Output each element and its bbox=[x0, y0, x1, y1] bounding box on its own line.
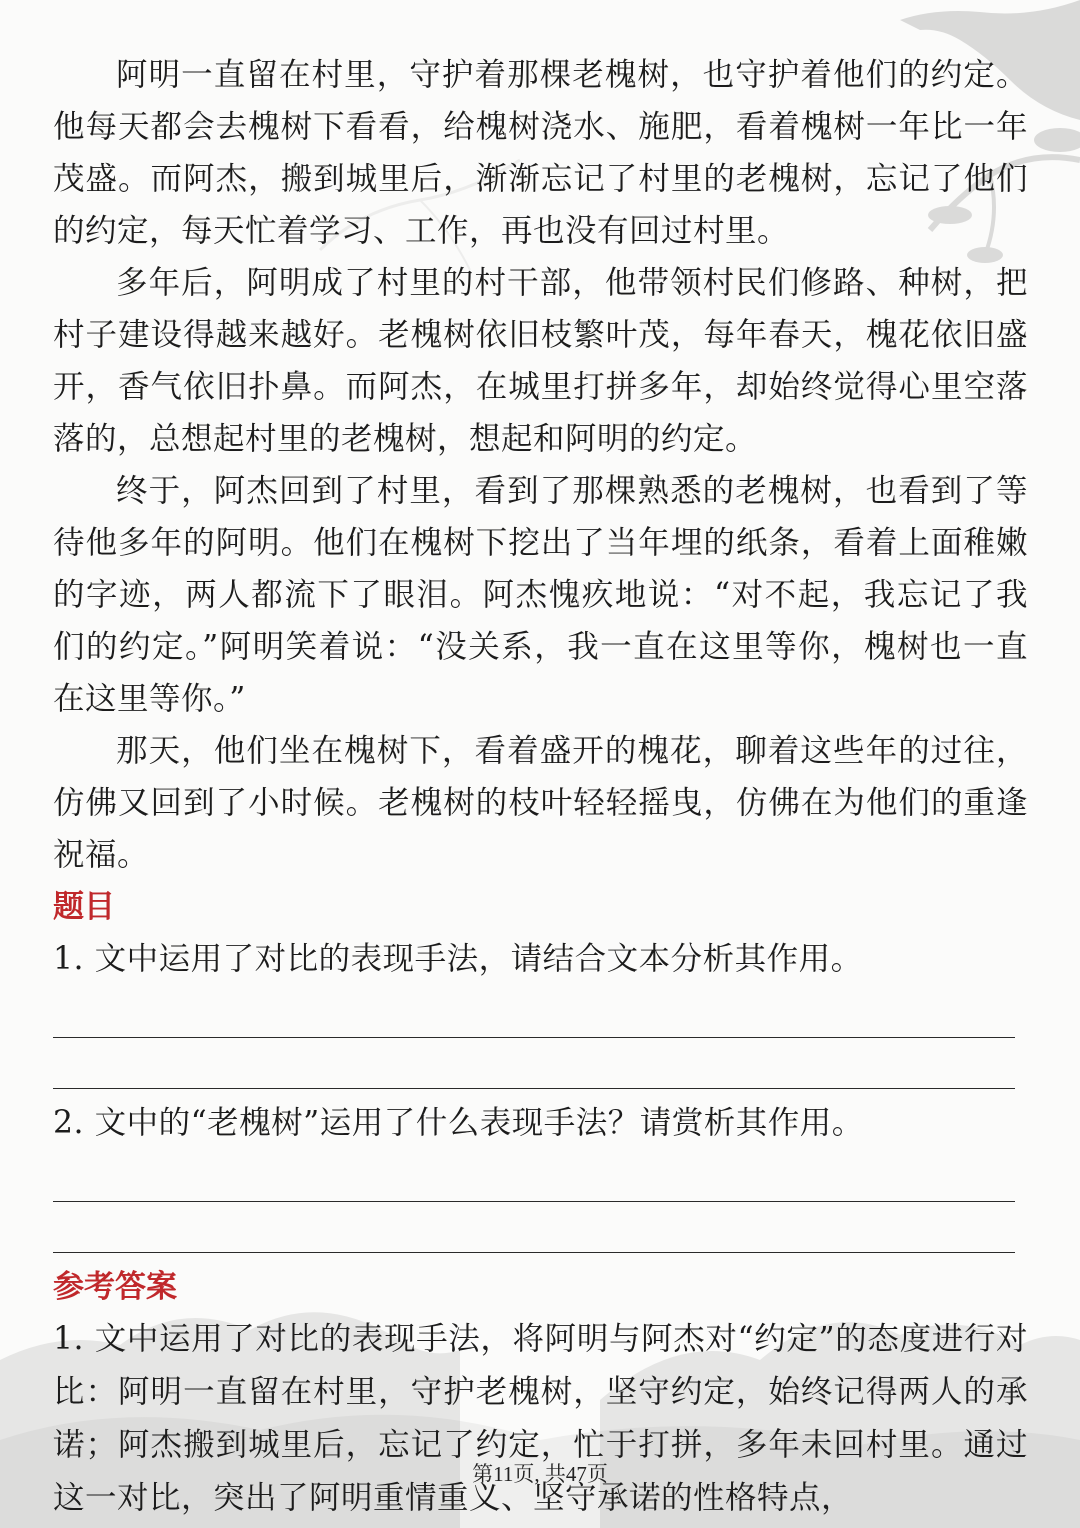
page-number: 第11页, 共47页 bbox=[472, 1462, 608, 1486]
main-content bbox=[53, 49, 1028, 1525]
answer-line bbox=[53, 987, 1015, 1038]
question-1: 1. 文中运用了对比的表现手法，请结合文本分析其作用。 bbox=[53, 941, 863, 977]
answers-heading: 参考答案 bbox=[53, 1269, 177, 1305]
questions-heading: 题目 bbox=[53, 889, 115, 925]
answer-line bbox=[53, 1151, 1015, 1202]
answer-line bbox=[53, 1202, 1015, 1253]
answer-line bbox=[53, 1038, 1015, 1089]
story-paragraph: 多年后，阿明成了村里的村干部，他带领村民们修路、种树，把村子建设得越来越好。老槐树依旧枝繁叶茂，每年春天，槐花依旧盛开，香气依旧扑鼻。而阿杰，在城里打拼多年，却始终觉得心里空落落的，总想起村里的老槐树，想起和阿明的约定。 bbox=[53, 265, 1028, 457]
question-2: 2. 文中的“老槐树”运用了什么表现手法？请赏析其作用。 bbox=[53, 1105, 864, 1141]
story-paragraph: 那天，他们坐在槐树下，看着盛开的槐花，聊着这些年的过往，仿佛又回到了小时候。老槐树的枝叶轻轻摇曳，仿佛在为他们的重逢祝福。 bbox=[53, 733, 1028, 873]
story-paragraph: 阿明一直留在村里，守护着那棵老槐树，也守护着他们的约定。他每天都会去槐树下看看，给槐树浇水、施肥，看着槐树一年比一年茂盛。而阿杰，搬到城里后，渐渐忘记了村里的老槐树，忘记了他们的约定，每天忙着学习、工作，再也没有回过村里。 bbox=[53, 57, 1028, 249]
answer-area-2[interactable] bbox=[53, 1151, 1028, 1253]
answer-1: 1. 文中运用了对比的表现手法，将阿明与阿杰对“约定”的态度进行对比：阿明一直留在村里，守护老槐树，坚守约定，始终记得两人的承诺；阿杰搬到城里后，忘记了约定，忙于打拼，多年未回村里。通过这一对比，突出了阿明重情重义、坚守承诺的性格特点， bbox=[53, 1321, 1028, 1516]
answer-area-1[interactable] bbox=[53, 987, 1028, 1089]
story-paragraph: 终于，阿杰回到了村里，看到了那棵熟悉的老槐树，也看到了等待他多年的阿明。他们在槐树下挖出了当年埋的纸条，看着上面稚嫩的字迹，两人都流下了眼泪。阿杰愧疚地说：“对不起，我忘记了我们的约定。”阿明笑着说：“没关系，我一直在这里等你，槐树也一直在这里等你。” bbox=[53, 473, 1028, 717]
